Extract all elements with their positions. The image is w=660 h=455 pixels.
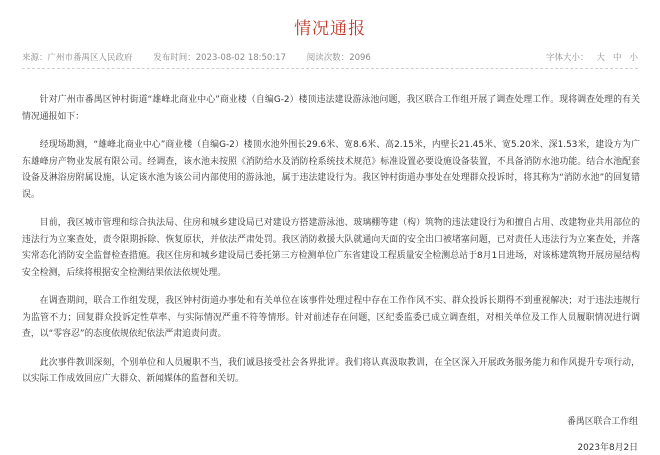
font-size-control xyxy=(546,51,638,63)
meta-divider xyxy=(22,68,638,69)
font-small-button[interactable]: 小 xyxy=(629,53,638,63)
font-size-label: 字体大小： xyxy=(545,53,589,63)
article-paragraph: 针对广州市番禺区钟村街道“雄峰北商业中心”商业楼（自编G-2）楼顶违法建设游泳池问题，我区联合工作组开展了调查处理工作。现将调查处理的有关情况通报如下： xyxy=(22,95,640,122)
source-label: 来源：广州市番禺区人民政府 xyxy=(22,53,133,63)
signature-date: 2023年8月2日 xyxy=(577,443,638,453)
article-meta xyxy=(22,48,638,66)
article-paragraph: 此次事件教训深刻，个别单位和人员履职不当，我们诚恳接受社会各界批评。我们将认真汲取教训，在全区深入开展政务服务能力和作风提升专项行动，以实际工作成效回应广大群众、新闻媒体的监督和关切。 xyxy=(22,357,640,384)
publish-time: 发布时间：2023-08-02 18:50:17 xyxy=(153,53,286,63)
article-body xyxy=(22,92,640,400)
article-paragraph: 目前，我区城市管理和综合执法局、住房和城乡建设局已对建设方搭建游泳池、玻璃棚等建（构）筑物的违法建设行为和擅自占用、改建物业共用部位的违法行为立案查处，责令限期拆除、恢复原状，并依法严肃处罚。我区消防救援大队就通向天面的安全出口被堵塞问题，已对责任人违法行为立案查处，并落实常态化消防安全监督检查措施。我区住房和城乡建设局已委托第三方检测单位广东省建设工程质量安全检测总站于8月1日进场，对该栋建筑物开展房屋结构安全检测，后续将根据安全检测结果依法依规处理。 xyxy=(22,218,640,278)
view-count: 阅读次数：2096 xyxy=(306,53,371,63)
article-paragraph: 经现场勘测，“雄峰北商业中心”商业楼（自编G-2）楼顶水池外围长29.6米、宽8.6米、高2.15米，内壁长21.45米、宽5.20米、深1.53米，建设方为广东雄峰房产物业发展有限公司。经调查，该水池未按照《消防给水及消防栓系统技术规范》标准设置必要设施设备装置，不具备消防水池功能。结合水池配套设备及淋浴房附属设施，认定该水池为该公司内部使用的游泳池，属于违法建设行为。我区钟村街道办事处在处理群众投诉时，将其称为“消防水池”的回复错误。 xyxy=(22,140,640,200)
font-medium-button[interactable]: 中 xyxy=(612,53,622,63)
article-paragraph: 在调查期间，联合工作组发现，我区钟村街道办事处和有关单位在该事件处理过程中存在工作作风不实、群众投诉长期得不到重视解决；对于违法违规行为监管不力；回复群众投诉定性草率、与实际情况严重不符等情形。针对前述存在问题，区纪委监委已成立调查组，对相关单位及工作人员履职情况进行调查，以“零容忍”的态度依规依纪依法严肃追责问责。 xyxy=(22,296,640,339)
font-large-button[interactable]: 大 xyxy=(596,53,605,63)
signature-organization: 番禺区联合工作组 xyxy=(567,417,638,427)
page-title: 情况通报 xyxy=(294,19,366,39)
